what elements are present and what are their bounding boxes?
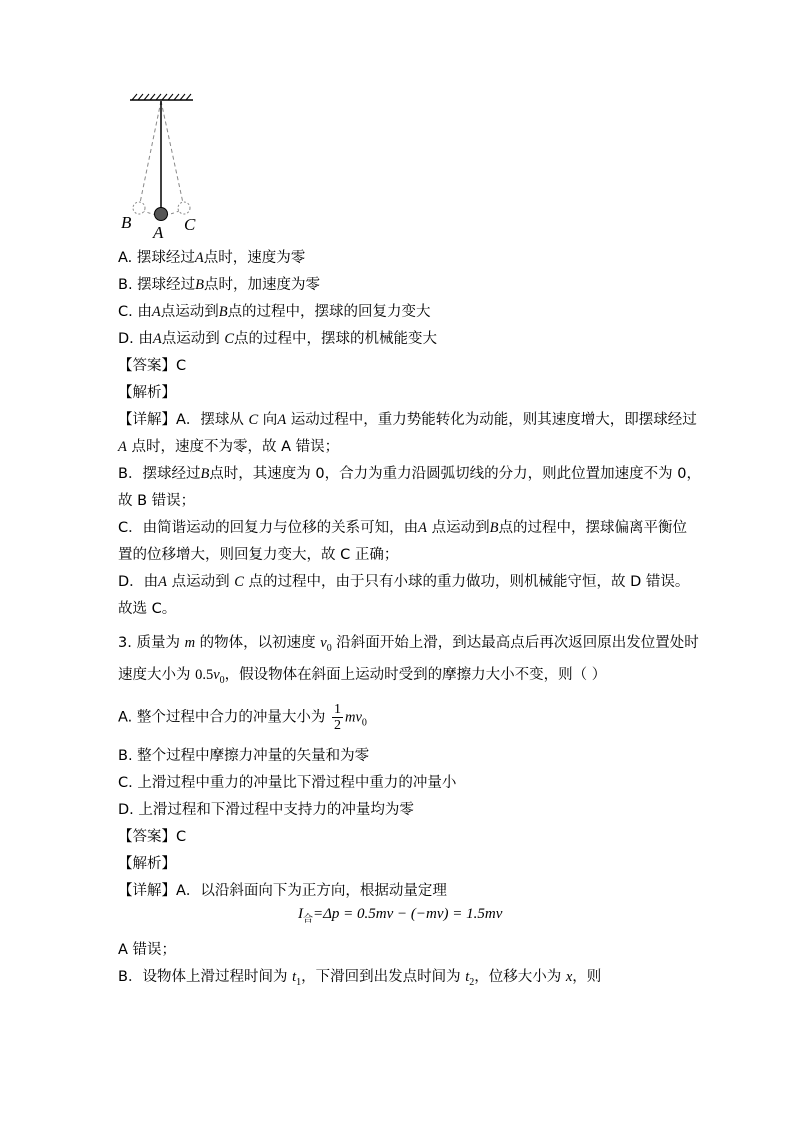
q2-detail-b-line1: B．摆球经过B点时，其速度为 0，合力为重力沿圆弧切线的分力，则此位置加速度不为 0， [118, 466, 701, 482]
q2-detail-c-line1: C．由简谐运动的回复力与位移的关系可知，由A 点运动到B点的过程中，摆球偏离平衡位 [118, 520, 687, 536]
string-left-dashed [140, 101, 161, 203]
q3-option-c: C. 上滑过程中重力的冲量比下滑过程中重力的冲量小 [118, 775, 457, 791]
label-C: C [184, 215, 196, 234]
q2-detail-a-line1: 【详解】A．摆球从 C 向A 运动过程中，重力势能转化为动能，则其速度增大，即摆球经过 [118, 412, 697, 428]
q2-conclusion: 故选 C。 [118, 601, 177, 617]
q2-option-b: B. 摆球经过B点时，加速度为零 [118, 277, 321, 293]
pendulum-figure [118, 92, 208, 242]
q2-detail-c-line2: 置的位移增大，则回复力变大，故 C 正确； [118, 547, 399, 563]
q3-detail-a-line1: 【详解】A．以沿斜面向下为正方向，根据动量定理 [118, 883, 447, 899]
q2-option-c: C. 由A点运动到B点的过程中，摆球的回复力变大 [118, 304, 431, 320]
label-B: B [121, 213, 132, 232]
ball-center [155, 208, 168, 221]
q2-option-d: D. 由A点运动到 C点的过程中，摆球的机械能变大 [118, 331, 438, 347]
ceiling-hatch [132, 94, 191, 100]
q2-detail-d-line1: D．由A 点运动到 C 点的过程中，由于只有小球的重力做功，则机械能守恒，故 D 错误。 [118, 574, 690, 590]
q3-option-d: D. 上滑过程和下滑过程中支持力的冲量均为零 [118, 802, 414, 818]
q2-detail-a-line2: A 点时，速度不为零，故 A 错误； [118, 439, 340, 455]
momentum-theorem-formula: $I_合=\Delta p = 0.5mv - (-mv) = 1.5mv$ [298, 906, 503, 925]
string-right-dashed [161, 101, 183, 203]
q3-detail-a-line2: A 错误； [118, 942, 177, 958]
label-A: A [153, 223, 164, 242]
ball-right-dashed [178, 202, 190, 214]
q2-answer: 【答案】C [118, 358, 187, 374]
q3-option-b: B. 整个过程中摩擦力冲量的矢量和为零 [118, 748, 370, 764]
q3-option-a: A. 整个过程中合力的冲量大小为 $\frac{1}{2}$ $mv_0$ [118, 702, 367, 733]
fraction-one-half: $\frac{1}{2}$ [334, 702, 341, 733]
q3-answer: 【答案】C [118, 829, 187, 845]
q2-option-a: A. 摆球经过A点时，速度为零 [118, 250, 306, 266]
q2-analysis-title: 【解析】 [118, 385, 176, 401]
q2-detail-b-line2: 故 B 错误； [118, 493, 196, 509]
q3-analysis-title: 【解析】 [118, 856, 176, 872]
q3-stem-line2: 速度大小为 $0.5v_0$，假设物体在斜面上运动时受到的摩擦力大小不变，则（ ） [118, 667, 607, 686]
q3-stem-line1: 3. 质量为 m 的物体，以初速度 $v_0$ 沿斜面开始上滑，到达最高点后再次返回原出发位置处时 [118, 635, 699, 654]
q3-detail-b-line1: B．设物体上滑过程时间为 $t_1$，下滑回到出发点时间为 $t_2$，位移大小为 x，则 [118, 969, 602, 988]
ball-left-dashed [133, 202, 145, 214]
